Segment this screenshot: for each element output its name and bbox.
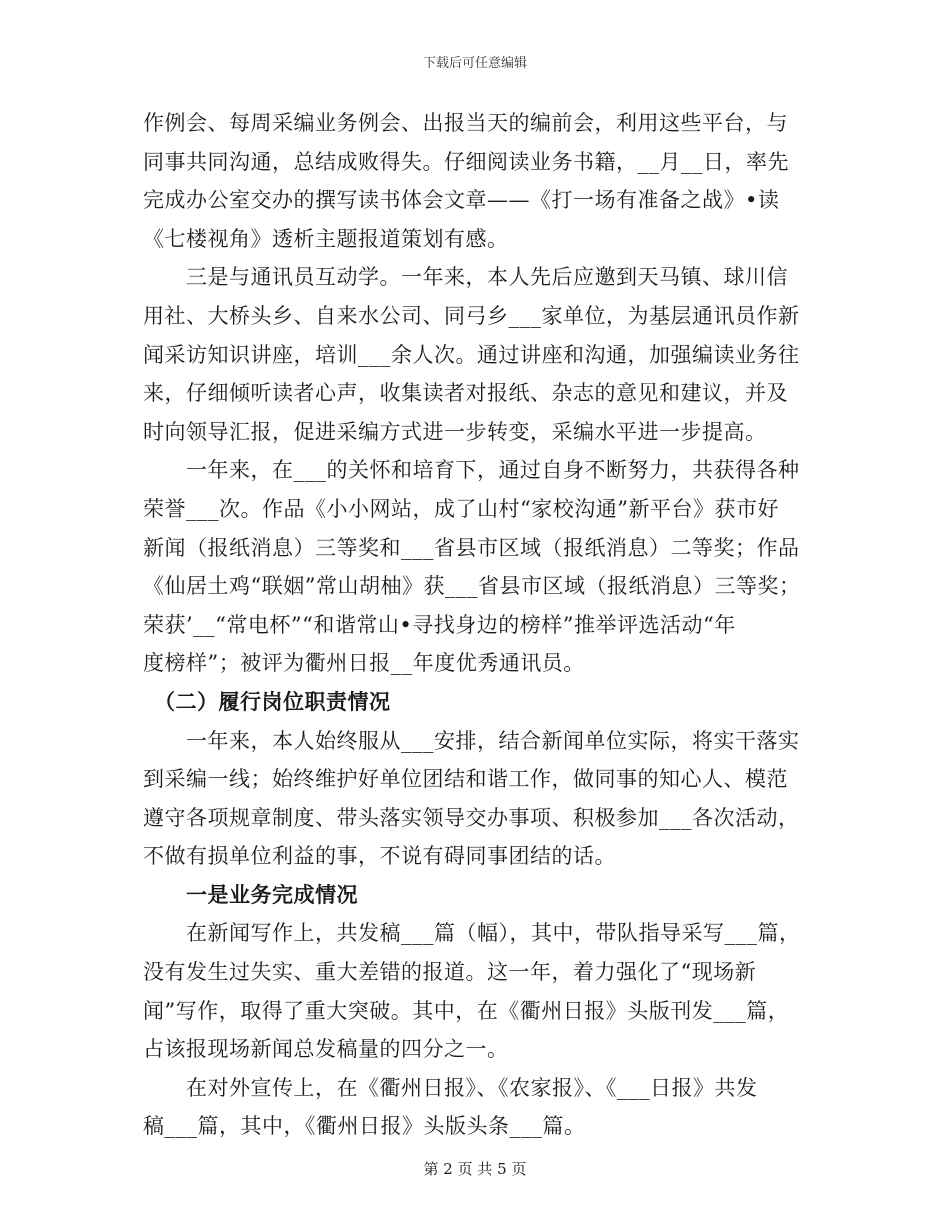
text-line: 同事共同沟通，总结成败得失。仔细阅读业务书籍，__月__日，率先 [143, 149, 789, 174]
text-line: 度榜样”；被评为衢州日报__年度优秀通讯员。 [143, 651, 585, 676]
text-line: 稿___篇，其中，《衢州日报》头版头条___篇。 [143, 1114, 586, 1139]
text-line: 荣获’__“常电杯”“和谐常山•寻找身边的榜样”推举评选活动“年 [143, 612, 736, 637]
page-number: 第 2 页 共 5 页 [423, 1160, 527, 1178]
text-line: 遵守各项规章制度、带头落实领导交办事项、积极参加___各次活动， [143, 805, 800, 830]
text-line: 一年来，本人始终服从___安排，结合新闻单位实际，将实干落实 [143, 728, 800, 753]
text-line: 一年来，在___的关怀和培育下，通过自身不断努力，共获得各种 [143, 458, 800, 483]
text-line: 三是与通讯员互动学。一年来，本人先后应邀到天马镇、球川信 [143, 265, 788, 290]
text-line: 闻”写作，取得了重大突破。其中，在《衢州日报》头版刊发___篇， [143, 998, 790, 1023]
text-line: 来，仔细倾听读者心声，收集读者对报纸、杂志的意见和建议，并及 [143, 381, 788, 406]
subsection-heading: 一是业务完成情况 [143, 881, 358, 907]
text-line: 新闻（报纸消息）三等奖和___省县市区域（报纸消息）二等奖；作品 [143, 535, 800, 560]
text-line: 时向领导汇报，促进采编方式进一步转变，采编水平进一步提高。 [143, 419, 767, 444]
text-line: 到采编一线；始终维护好单位团结和谐工作，做同事的知心人、模范 [143, 767, 788, 792]
text-line: 在新闻写作上，共发稿___篇（幅），其中，带队指导采写___篇， [143, 921, 801, 946]
text-line: 作例会、每周采编业务例会、出报当天的编前会，利用这些平台，与 [143, 111, 788, 135]
text-line: 荣誉___次。作品《小小网站，成了山村“家校沟通”新平台》获市好 [143, 496, 779, 521]
text-line: 《七楼视角》透析主题报道策划有感。 [143, 226, 509, 251]
text-line: 《仙居土鸡“联姻”常山胡柚》获___省县市区域（报纸消息）三等奖； [143, 574, 801, 599]
page-header: 下载后可任意编辑 [422, 56, 527, 71]
section-heading: （二）履行岗位职责情况 [143, 688, 391, 714]
text-line: 用社、大桥头乡、自来水公司、同弓乡___家单位，为基层通讯员作新 [143, 303, 800, 328]
text-line: 闻采访知识讲座，培训___余人次。通过讲座和沟通，加强编读业务往 [143, 342, 800, 367]
text-line: 占该报现场新闻总发稿量的四分之一。 [143, 1037, 509, 1062]
text-line: 没有发生过失实、重大差错的报道。这一年，着力强化了“现场新 [143, 960, 757, 985]
text-line: 不做有损单位利益的事，不说有碍同事团结的话。 [143, 844, 616, 869]
document-body [143, 104, 813, 1146]
text-line: 完成办公室交办的撰写读书体会文章——《打一场有准备之战》•读 [143, 188, 780, 213]
text-line: 在对外宣传上，在《衢州日报》、《农家报》、《___日报》共发 [143, 1075, 758, 1100]
